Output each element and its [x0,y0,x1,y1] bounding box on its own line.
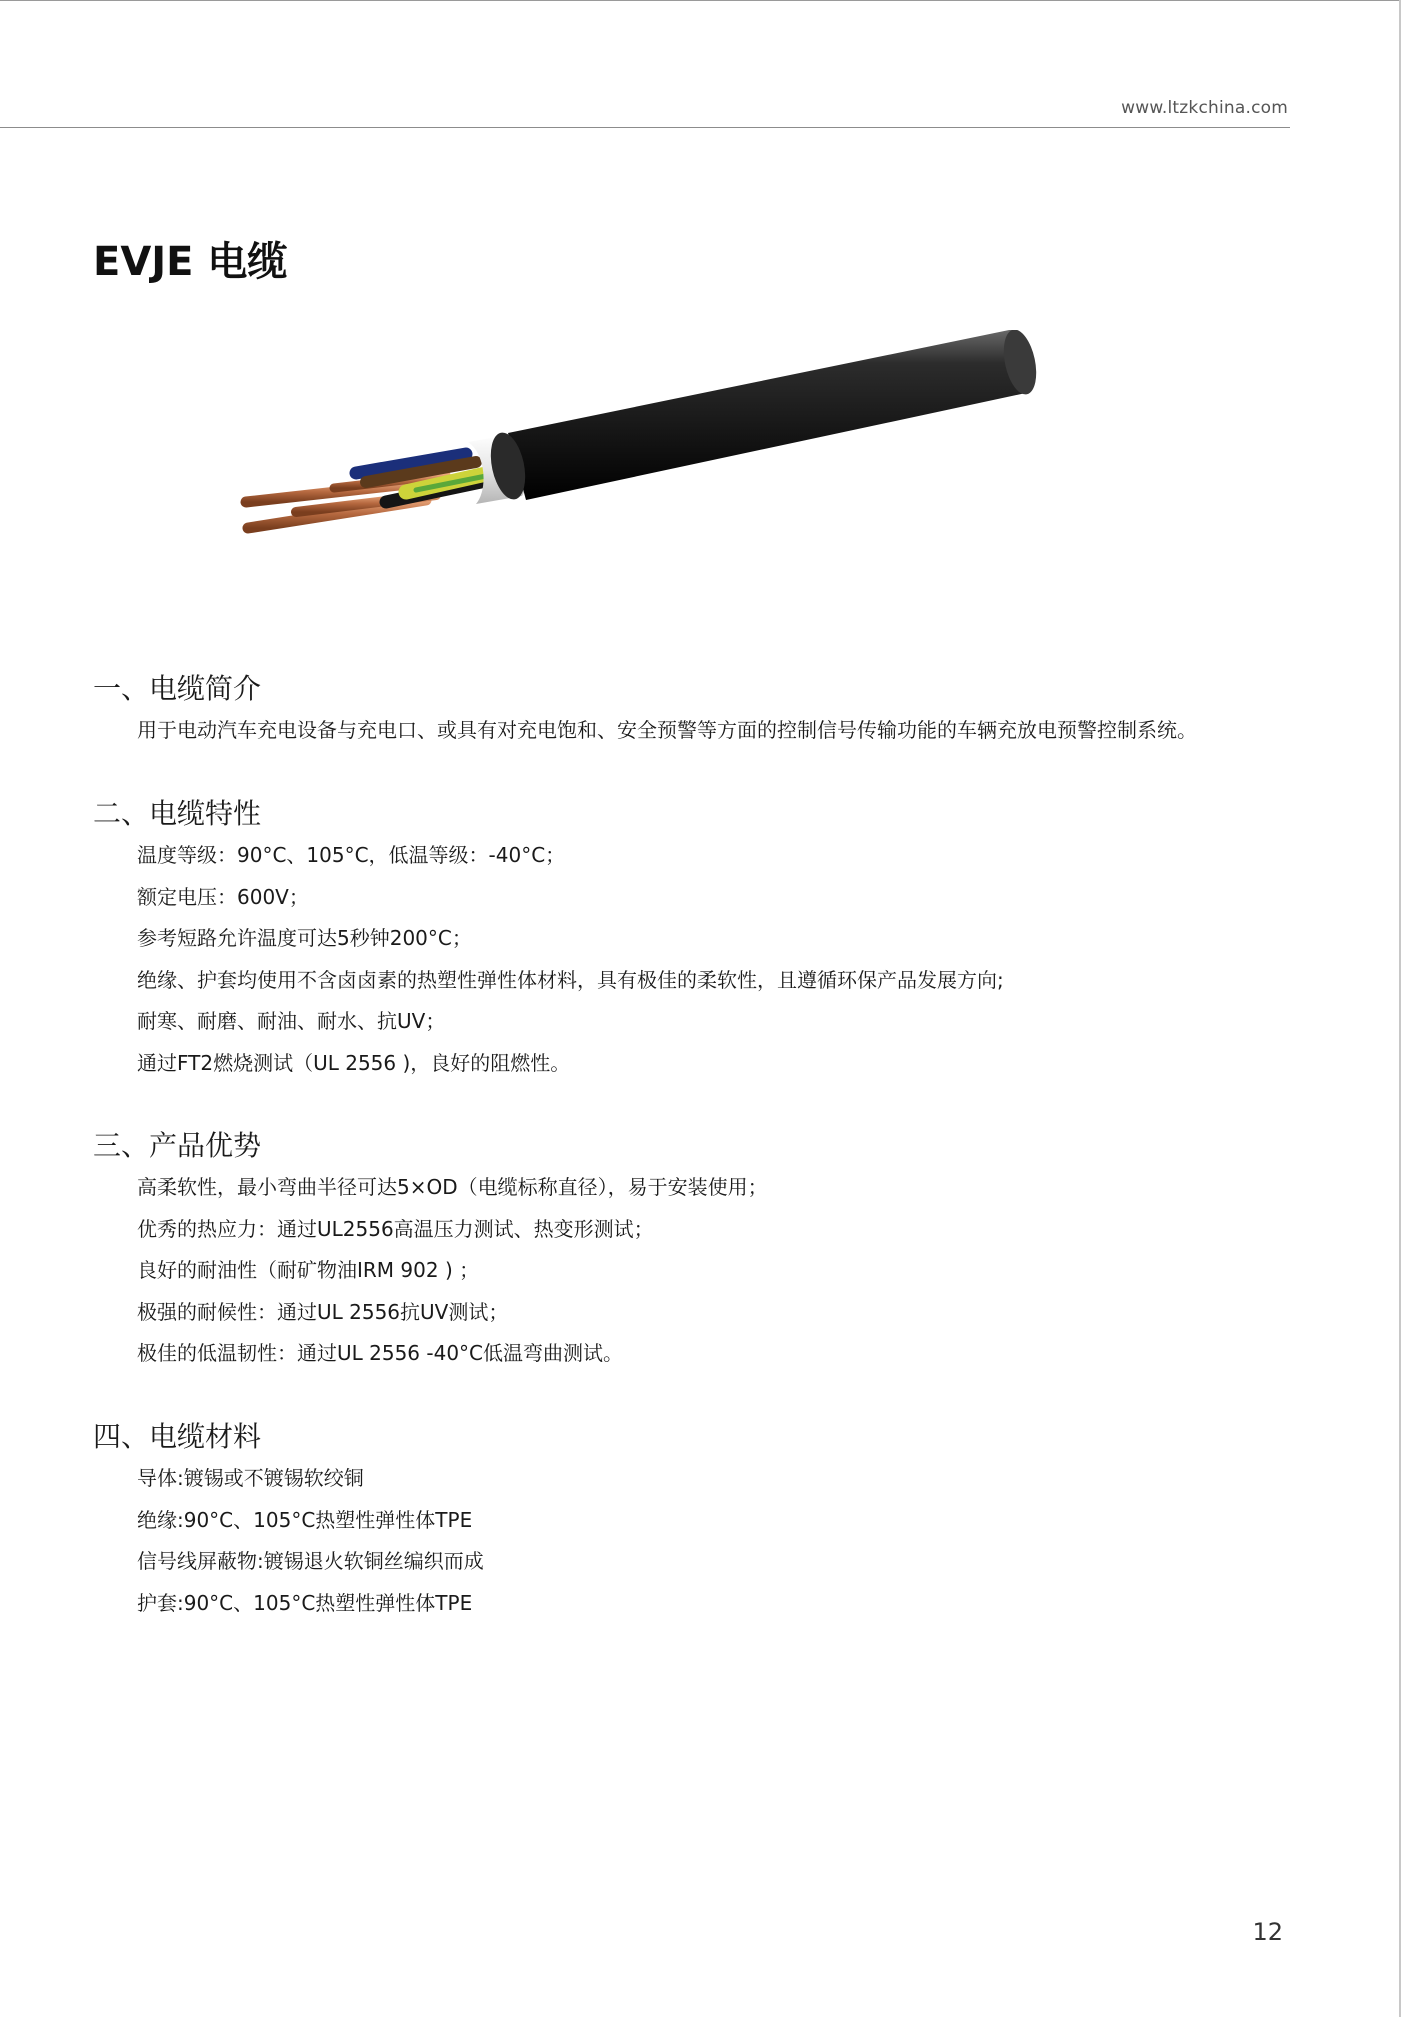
feature-line: 绝缘、护套均使用不含卤卤素的热塑性弹性体材料，具有极佳的柔软性，且遵循环保产品发展方向; [137,967,1004,992]
advantage-line: 极强的耐候性：通过UL 2556抗UV测试； [137,1299,509,1324]
cable-jacket [485,330,1041,503]
section-features-body [137,835,1004,1085]
feature-line: 额定电压：600V； [137,884,309,909]
page-top-border [0,0,1401,1]
advantage-line: 高柔软性，最小弯曲半径可达5×OD（电缆标称直径），易于安装使用； [137,1175,768,1199]
section-advantages-body [137,1167,768,1375]
feature-line: 参考短路允许温度可达5秒钟200°C； [137,926,472,951]
section-heading-materials: 四、电缆材料 [93,1420,262,1453]
cable-product-image [236,330,1076,550]
advantage-line: 极佳的低温韧性：通过UL 2556 -40°C低温弯曲测试。 [137,1341,624,1366]
section-heading-features: 二、电缆特性 [93,797,262,830]
material-line: 护套:90°C、105°C热塑性弹性体TPE [137,1590,473,1615]
section-intro-body [137,710,1197,752]
advantage-line: 良好的耐油性（耐矿物油IRM 902 ) ； [137,1258,480,1283]
intro-line: 用于电动汽车充电设备与充电口、或具有对充电饱和、安全预警等方面的控制信号传输功能的车辆充放电预警控制系统。 [137,718,1197,742]
material-line: 信号线屏蔽物:镀锡退火软铜丝编织而成 [137,1549,484,1574]
header-divider [0,127,1290,128]
page-number: 12 [1252,1918,1283,1946]
material-line: 绝缘:90°C、105°C热塑性弹性体TPE [137,1507,473,1532]
feature-line: 通过FT2燃烧测试（UL 2556 )，良好的阻燃性。 [137,1050,571,1075]
section-heading-intro: 一、电缆简介 [93,672,262,705]
section-heading-advantages: 三、产品优势 [93,1129,262,1162]
section-materials-body [137,1458,484,1624]
feature-line: 耐寒、耐磨、耐油、耐水、抗UV； [137,1009,446,1034]
page-title: EVJE 电缆 [93,239,288,285]
feature-line: 温度等级：90°C、105°C，低温等级：-40°C； [137,843,566,867]
material-line: 导体:镀锡或不镀锡软绞铜 [137,1466,364,1490]
insulated-cores [356,454,486,502]
header-url[interactable]: www.ltzkchina.com [1121,98,1288,118]
advantage-line: 优秀的热应力：通过UL2556高温压力测试、热变形测试； [137,1216,654,1241]
